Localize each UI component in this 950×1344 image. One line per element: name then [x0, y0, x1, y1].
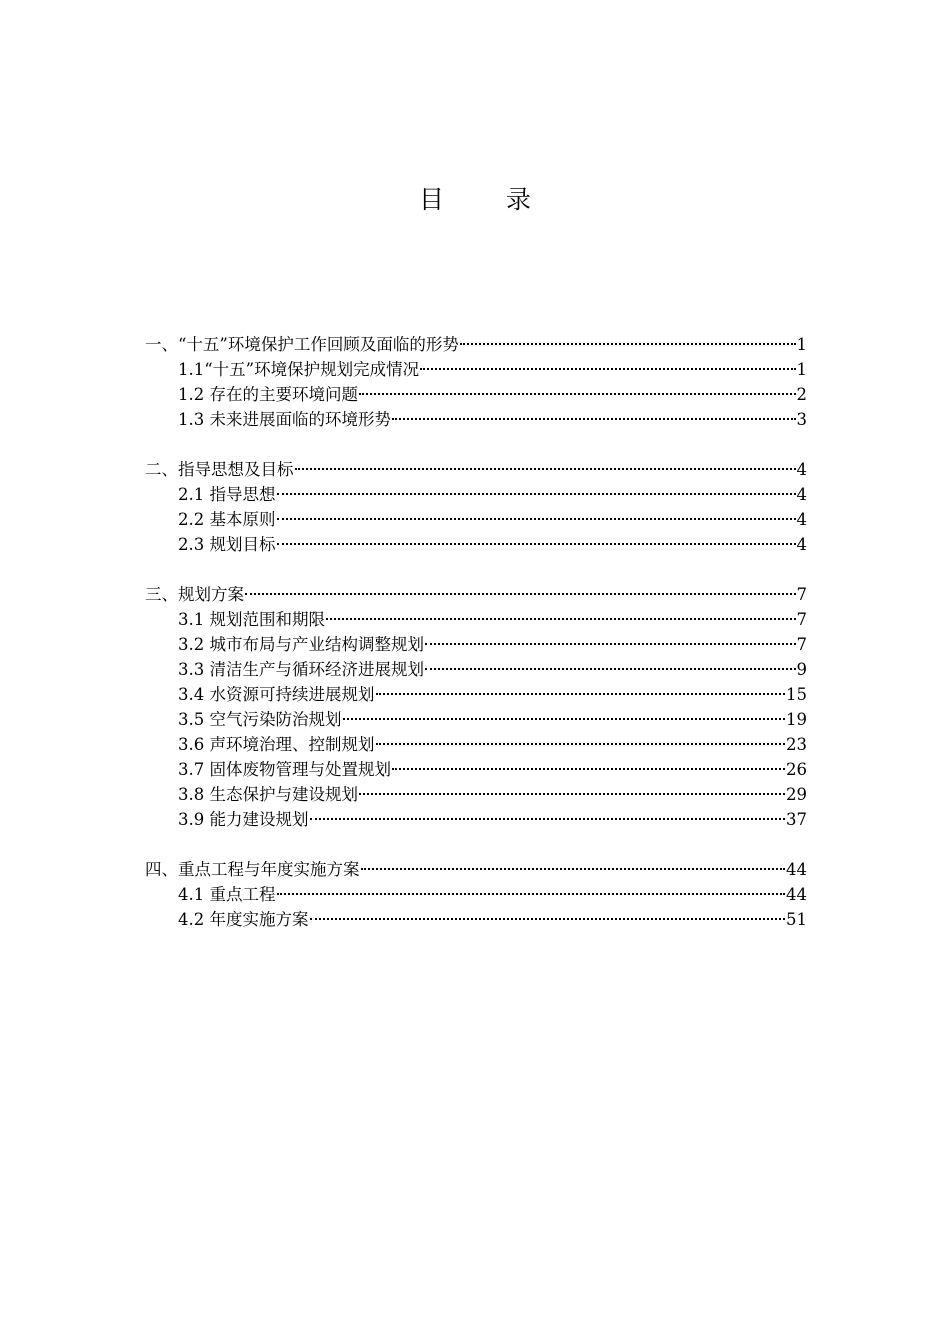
toc-page-number: 2	[796, 385, 807, 404]
toc-item-label: 3.7 固体废物管理与处置规划	[178, 760, 391, 779]
dot-leader	[460, 325, 796, 350]
toc-section-4[interactable]	[145, 850, 807, 879]
toc-page-number: 4	[796, 460, 807, 479]
title-char-1: 目	[418, 185, 444, 214]
toc-item-label: 1.1“十五”环境保护规划完成情况	[178, 360, 420, 379]
toc-page-number: 44	[786, 885, 807, 904]
toc-page-number: 3	[796, 410, 807, 429]
toc-item-label: 3.4 水资源可持续进展规划	[178, 685, 375, 704]
dot-leader	[359, 375, 796, 400]
toc-item-3-1[interactable]	[145, 600, 807, 629]
dot-leader	[343, 700, 786, 725]
toc-item-label: 3.6 声环境治理、控制规划	[178, 735, 375, 754]
toc-item-label: 2.1 指导思想	[178, 485, 276, 504]
toc-page-number: 15	[786, 685, 807, 704]
dot-leader	[420, 350, 795, 375]
toc-page-number: 29	[786, 785, 807, 804]
toc-item-label: 3.1 规划范围和期限	[178, 610, 325, 629]
toc-page-number: 7	[796, 585, 807, 604]
toc-page-number: 19	[786, 710, 807, 729]
dot-leader	[295, 450, 796, 475]
toc-page-number: 4	[796, 535, 807, 554]
toc-section-label: 三、规划方案	[145, 585, 244, 604]
dot-leader	[326, 600, 796, 625]
toc-page-number: 7	[796, 635, 807, 654]
toc-item-label: 2.3 规划目标	[178, 535, 276, 554]
toc-page-number: 23	[786, 735, 807, 754]
dot-leader	[277, 525, 796, 550]
toc-page-number: 44	[786, 860, 807, 879]
toc-item-label: 4.2 年度实施方案	[178, 910, 309, 929]
toc-item-label: 4.1 重点工程	[178, 885, 276, 904]
toc-section-label: 四、重点工程与年度实施方案	[145, 860, 360, 879]
toc-page-number: 4	[796, 485, 807, 504]
dot-leader	[425, 625, 796, 650]
dot-leader	[277, 500, 796, 525]
dot-leader	[277, 875, 786, 900]
toc-page-number: 26	[786, 760, 807, 779]
dot-leader	[376, 725, 786, 750]
dot-leader	[376, 675, 786, 700]
toc-page-number: 51	[786, 910, 807, 929]
toc-section-label: 一、“十五”环境保护工作回顾及面临的形势	[145, 335, 459, 354]
toc-item-label: 3.5 空气污染防治规划	[178, 710, 342, 729]
dot-leader	[392, 750, 785, 775]
toc-section-3[interactable]	[145, 575, 807, 604]
table-of-contents	[145, 325, 807, 929]
dot-leader	[245, 575, 796, 600]
toc-section-1[interactable]	[145, 325, 807, 354]
toc-page-number: 1	[796, 360, 807, 379]
toc-page-number: 9	[796, 660, 807, 679]
page-title	[0, 183, 950, 217]
dot-leader	[359, 775, 785, 800]
dot-leader	[310, 900, 786, 925]
toc-page-number: 4	[796, 510, 807, 529]
dot-leader	[361, 850, 786, 875]
toc-section-label: 二、指导思想及目标	[145, 460, 294, 479]
toc-item-label: 1.2 存在的主要环境问题	[178, 385, 358, 404]
title-char-2: 录	[506, 185, 532, 214]
toc-page-number: 37	[786, 810, 807, 829]
toc-item-label: 3.3 清洁生产与循环经济进展规划	[178, 660, 424, 679]
dot-leader	[392, 400, 796, 425]
toc-page-number: 1	[796, 335, 807, 354]
toc-item-label: 2.2 基本原则	[178, 510, 276, 529]
dot-leader	[277, 475, 796, 500]
toc-section-2[interactable]	[145, 450, 807, 479]
toc-item-label: 1.3 未来进展面临的环境形势	[178, 410, 391, 429]
toc-page-number: 7	[796, 610, 807, 629]
toc-item-label: 3.8 生态保护与建设规划	[178, 785, 358, 804]
toc-item-label: 3.2 城市布局与产业结构调整规划	[178, 635, 424, 654]
dot-leader	[310, 800, 786, 825]
toc-item-label: 3.9 能力建设规划	[178, 810, 309, 829]
dot-leader	[425, 650, 796, 675]
